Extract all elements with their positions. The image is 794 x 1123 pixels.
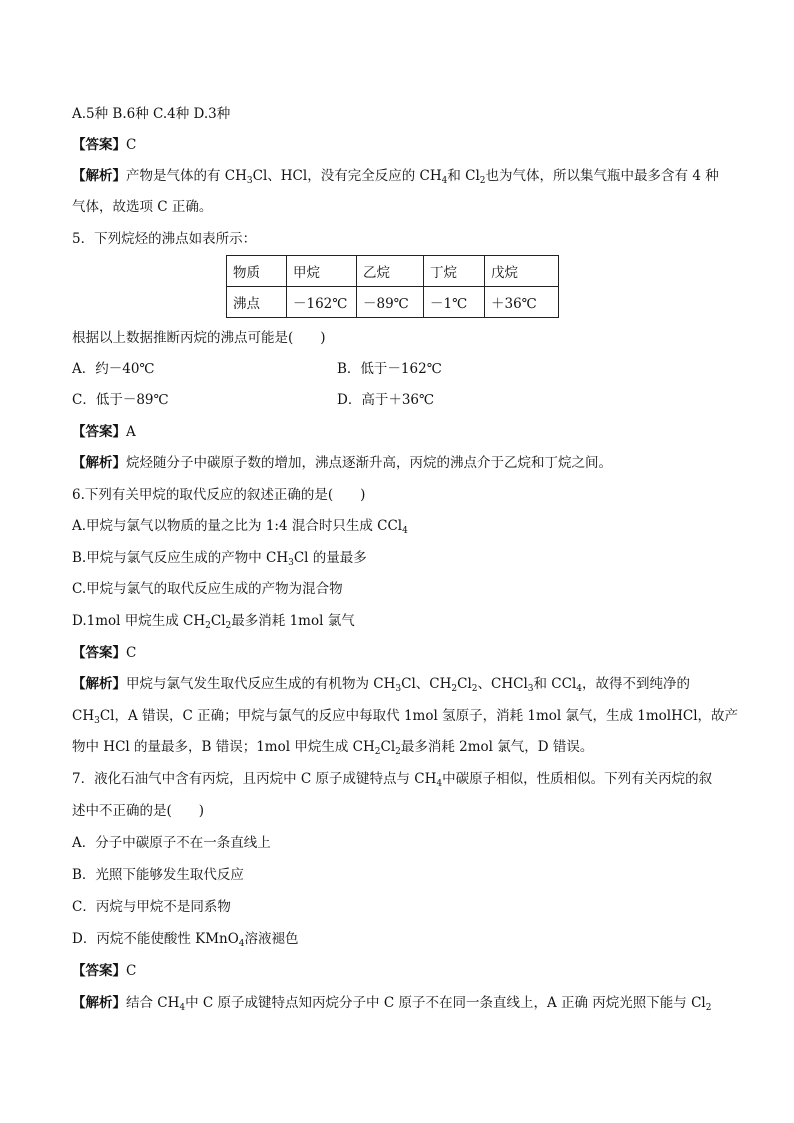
answer-value: C: [126, 645, 137, 661]
q5-option-c: C．低于－89℃: [72, 392, 169, 408]
q7-answer: [72, 962, 136, 980]
q7-option-b: B．光照下能够发生取代反应: [72, 867, 244, 883]
q4-analysis-line-1: 【解析】产物是气体的有 $CH_3Cl$、HCl，没有完全反应的 $CH_4$和 $Cl_2$也为气体，所以集气瓶中最多含有 4 种: [72, 168, 719, 186]
table-cell: 戊烷: [485, 256, 559, 287]
answer-value: C: [126, 137, 137, 153]
table-cell: 物质: [227, 256, 287, 287]
answer-value: C: [126, 963, 137, 979]
q7-analysis-line-1: 【解析】结合 $CH_4$中 C 原子成键特点知丙烷分子中 C 原子不在同一条直线上，A 正确 丙烷光照下能与 $Cl_2$: [72, 995, 712, 1013]
table-row: [227, 287, 559, 318]
table-cell: 丁烷: [424, 256, 485, 287]
table-cell: －162℃: [287, 287, 357, 318]
q5-option-b: B．低于－162℃: [337, 361, 442, 377]
q4-answer: [72, 136, 136, 154]
q7-option-a: A．分子中碳原子不在一条直线上: [72, 835, 271, 851]
analysis-tag: 【解析】: [72, 455, 126, 471]
q7-option-c: C．丙烷与甲烷不是同系物: [72, 899, 231, 915]
boiling-point-table: [226, 255, 559, 318]
table-cell: 甲烷: [287, 256, 357, 287]
q5-question: 根据以上数据推断丙烷的沸点可能是( ): [72, 330, 326, 346]
q4-options: A.5种 B.6种 C.4种 D.3种: [72, 106, 231, 122]
q6-analysis-line-3: 物中 HCl 的量最多，B 错误；1mol 甲烷生成 $CH_2Cl_2$最多消耗 2mol 氯气，D 错误。: [72, 739, 594, 757]
q6-option-d: D.1mol 甲烷生成 $CH_2Cl_2$最多消耗 1mol 氯气: [72, 613, 355, 631]
table-cell: －89℃: [357, 287, 424, 318]
q7-stem-line-2: 述中不正确的是( ): [72, 803, 205, 819]
table-cell: －1℃: [424, 287, 485, 318]
table-cell: 沸点: [227, 287, 287, 318]
q5-answer: [72, 423, 136, 441]
q6-option-b: B.甲烷与氯气反应生成的产物中 $CH_3Cl$ 的量最多: [72, 550, 367, 568]
q6-option-c: C.甲烷与氯气的取代反应生成的产物为混合物: [72, 581, 343, 597]
q6-stem: 6.下列有关甲烷的取代反应的叙述正确的是( ): [72, 487, 366, 503]
answer-tag: 【答案】: [72, 137, 126, 153]
q6-answer: [72, 644, 136, 662]
answer-tag: 【答案】: [72, 645, 126, 661]
analysis-tag: 【解析】: [72, 676, 126, 692]
q6-analysis-line-1: 【解析】甲烷与氯气发生取代反应生成的有机物为 $CH_3Cl$、$CH_2Cl_2$、CHCl$_3$和 CCl$_4$，故得不到纯净的: [72, 676, 691, 694]
q5-option-d: D．高于＋36℃: [337, 392, 435, 408]
answer-tag: 【答案】: [72, 963, 126, 979]
analysis-tag: 【解析】: [72, 168, 126, 184]
q4-analysis-line-2: 气体，故选项 C 正确。: [72, 199, 213, 215]
table-cell: ＋36℃: [485, 287, 559, 318]
q5-stem: 5．下列烷烃的沸点如表所示：: [72, 231, 257, 247]
q7-stem-line-1: 7．液化石油气中含有丙烷，且丙烷中 C 原子成键特点与 $CH_4$中碳原子相似，性质相似。下列有关丙烷的叙: [72, 771, 713, 789]
answer-tag: 【答案】: [72, 424, 126, 440]
answer-value: A: [126, 424, 136, 440]
q6-analysis-line-2: $CH_3Cl$，A 错误，C 正确；甲烷与氯气的反应中每取代 1mol 氢原子，消耗 1mol 氯气，生成 1molHCl，故产: [72, 708, 739, 726]
analysis-tag: 【解析】: [72, 995, 126, 1011]
q7-option-d: D．丙烷不能使酸性 KMnO$_4$溶液褪色: [72, 931, 299, 949]
table-cell: 乙烷: [357, 256, 424, 287]
q5-option-a: A．约－40℃: [72, 361, 155, 377]
table-row: [227, 256, 559, 287]
q6-option-a: A.甲烷与氯气以物质的量之比为 1:4 混合时只生成 CCl$_4$: [72, 518, 408, 536]
q5-analysis: 【解析】烷烃随分子中碳原子数的增加，沸点逐渐升高，丙烷的沸点介于乙烷和丁烷之间。: [72, 455, 612, 471]
